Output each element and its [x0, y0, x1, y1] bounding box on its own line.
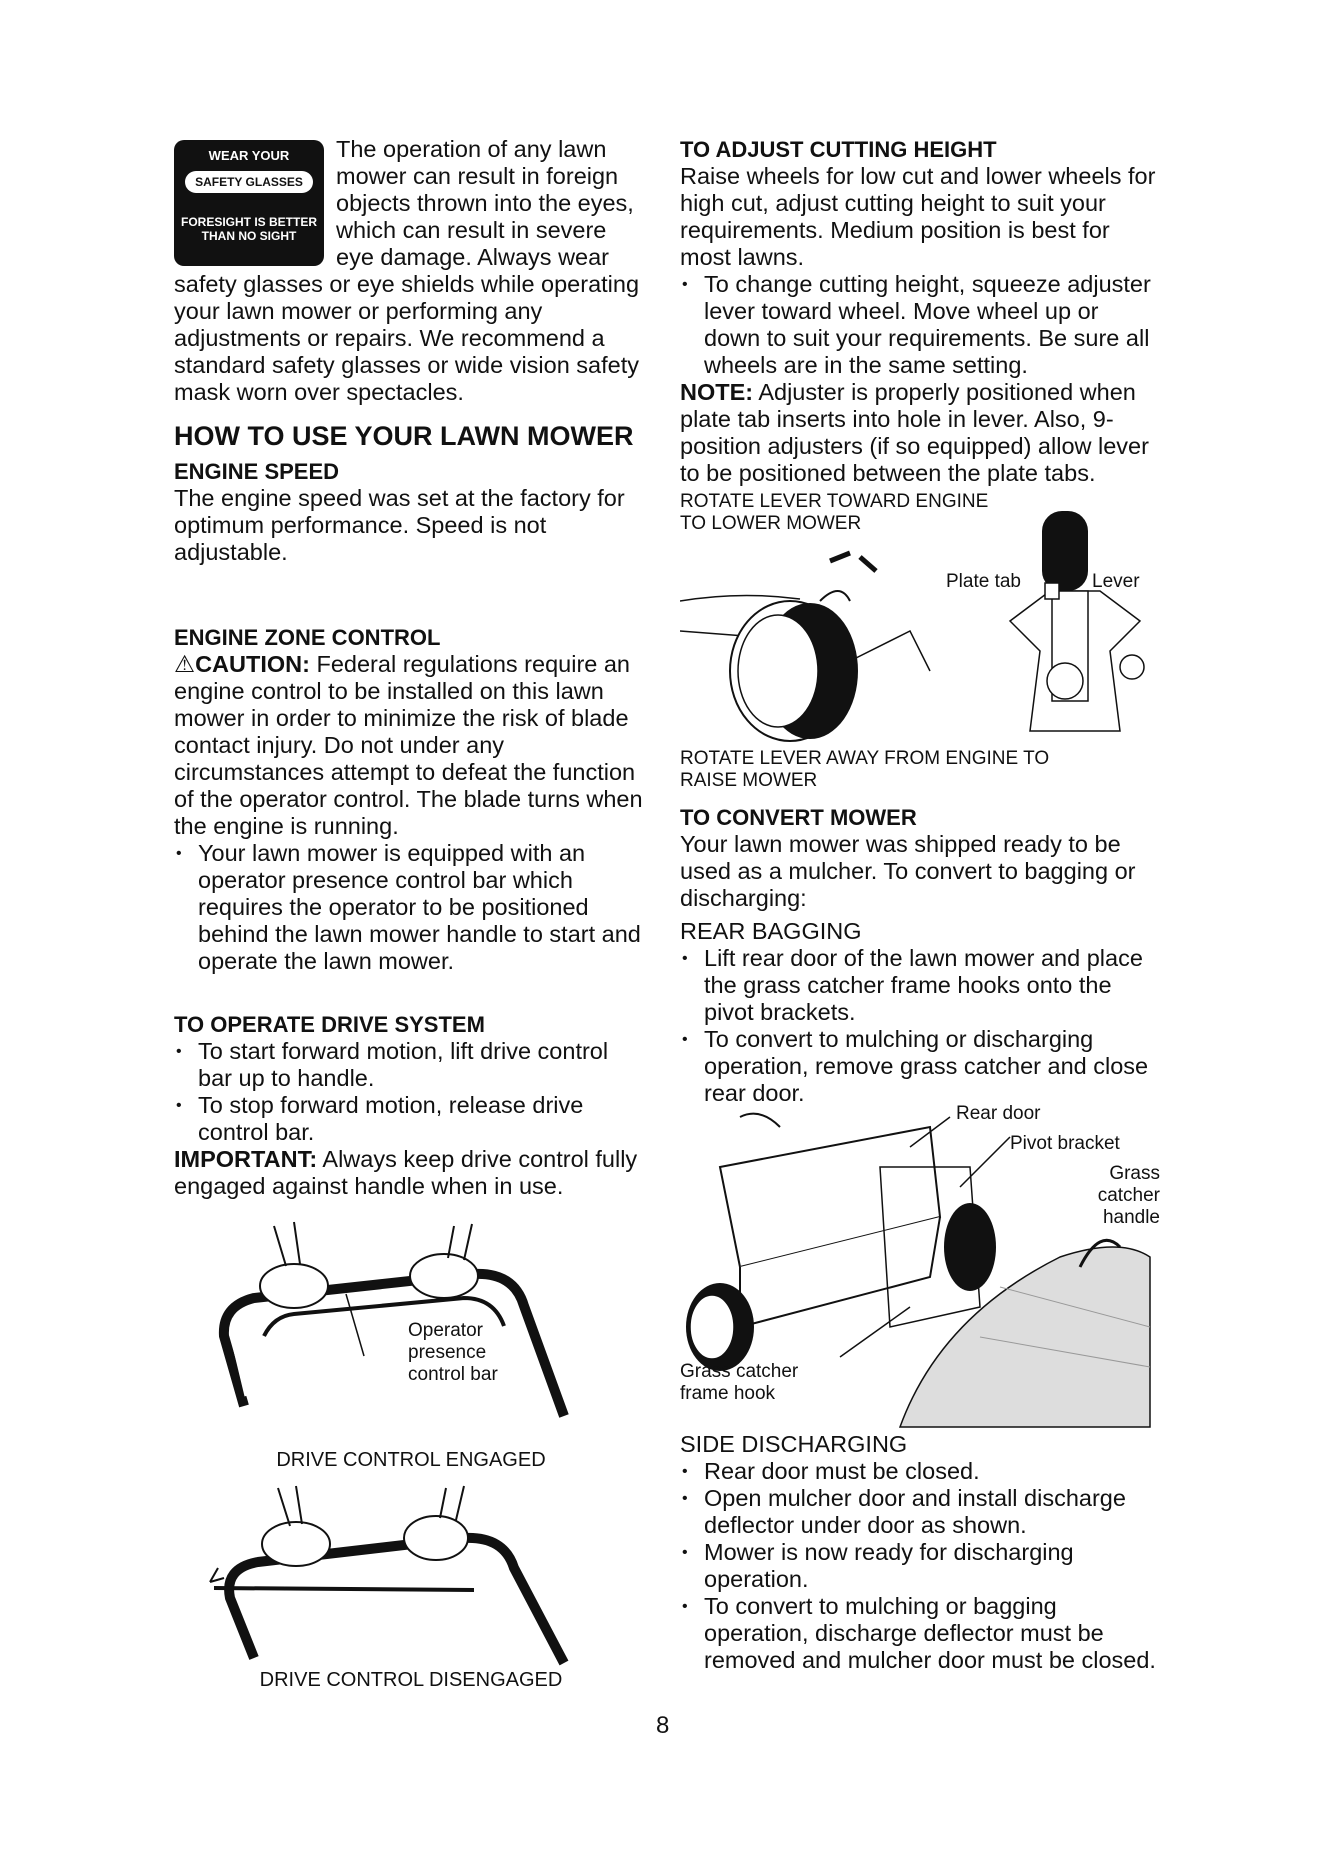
- plate-tab-label: Plate tab: [946, 571, 1021, 592]
- cutting-height-list: [680, 271, 1160, 379]
- safety-glasses-badge: [174, 140, 324, 266]
- convert-text: Your lawn mower was shipped ready to be used as a mulcher. To convert to bagging or discharging:: [680, 831, 1136, 911]
- badge-line-1: WEAR YOUR: [208, 148, 290, 163]
- height-adjuster-figure: [680, 491, 1160, 746]
- lever-label: Lever: [1092, 571, 1140, 592]
- list-item: • Rear door must be closed.: [680, 1458, 1160, 1485]
- important-paragraph: [174, 1146, 648, 1200]
- pivot-bracket-label: Pivot bracket: [1010, 1133, 1120, 1154]
- engine-speed-text: The engine speed was set at the factory for optimum performance. Speed is not adjustable.: [174, 485, 625, 565]
- right-column: [680, 136, 1160, 1674]
- list-item: • To stop forward motion, release drive control bar.: [174, 1092, 648, 1146]
- badge-line-2: SAFETY GLASSES: [185, 171, 313, 193]
- note-label: NOTE:: [680, 379, 754, 405]
- note-paragraph: [680, 379, 1160, 487]
- drive-system-list: [174, 1038, 648, 1146]
- caution-text: Federal regulations require an engine control to be installed on this lawn mower in order to minimize the risk of blade contact injury. Do not under any circumstances attempt to defeat the function of the operator control. The blade turns when the engine is running.: [174, 651, 643, 839]
- list-item: • To change cutting height, squeeze adjuster lever toward wheel. Move wheel up or down to suit your requirements. Be sure all wheels are in the same setting.: [680, 271, 1160, 379]
- operator-control-label: Operator presence control bar: [408, 1320, 498, 1385]
- engine-zone-heading: ENGINE ZONE CONTROL: [174, 625, 441, 650]
- drive-disengaged-caption: DRIVE CONTROL DISENGAGED: [259, 1669, 563, 1691]
- drive-system-heading: TO OPERATE DRIVE SYSTEM: [174, 1012, 485, 1037]
- handle-disengaged-illustration: [174, 1478, 648, 1668]
- grass-catcher-handle-label: Grass catcher handle: [1097, 1163, 1160, 1228]
- rear-bagging-list: [680, 945, 1160, 1107]
- list-item: • To convert to mulching or discharging operation, remove grass catcher and close rear door.: [680, 1026, 1160, 1107]
- engine-zone-list: [174, 840, 648, 975]
- rear-bagging-heading: REAR BAGGING: [680, 918, 862, 944]
- side-discharging-heading: SIDE DISCHARGING: [680, 1431, 908, 1457]
- badge-line-3: FORESIGHT IS BETTER THAN NO SIGHT: [180, 215, 317, 243]
- note-text: Adjuster is properly positioned when plate tab inserts into hole in lever. Also, 9-position adjusters (if so equipped) allow lever to be positioned between the plate tabs.: [680, 379, 1149, 486]
- how-to-use-heading: HOW TO USE YOUR LAWN MOWER: [174, 421, 634, 451]
- list-item: • Lift rear door of the lawn mower and place the grass catcher frame hooks onto the pivot brackets.: [680, 945, 1160, 1026]
- warning-icon: ⚠: [174, 651, 196, 677]
- rotate-toward-label: ROTATE LEVER TOWARD ENGINE TO LOWER MOWER: [680, 491, 989, 534]
- caution-label: CAUTION:: [195, 651, 310, 677]
- side-discharging-list: [680, 1458, 1160, 1674]
- rear-door-label: Rear door: [956, 1103, 1041, 1124]
- cutting-height-text: Raise wheels for low cut and lower wheels for high cut, adjust cutting height to suit your requirements. Medium position is best for most lawns.: [680, 163, 1156, 270]
- list-item: • To convert to mulching or bagging operation, discharge deflector must be removed and mulcher door must be closed.: [680, 1593, 1160, 1674]
- page-number: 8: [656, 1712, 670, 1739]
- important-text: Always keep drive control fully engaged against handle when in use.: [174, 1146, 638, 1199]
- rotate-away-label: ROTATE LEVER AWAY FROM ENGINE TO RAISE MOWER: [680, 748, 1050, 791]
- cutting-height-heading: TO ADJUST CUTTING HEIGHT: [680, 137, 997, 162]
- convert-heading: TO CONVERT MOWER: [680, 805, 917, 830]
- list-item: • Your lawn mower is equipped with an operator presence control bar which requires the operator to be positioned behind the lawn mower handle to start and operate the lawn mower.: [174, 840, 648, 975]
- important-label: IMPORTANT:: [174, 1146, 318, 1172]
- left-column: [174, 136, 648, 1692]
- list-item: • Open mulcher door and install discharge deflector under door as shown.: [680, 1485, 1160, 1539]
- caution-paragraph: [174, 651, 648, 840]
- frame-hook-label: Grass catcher frame hook: [680, 1361, 799, 1404]
- intro-text: The operation of any lawn mower can result in foreign objects thrown into the eyes, which can result in severe eye damage. Always wear safety glasses or eye shields while operating your lawn mower or performing any adjustments or repairs. We recommend a standard safety glasses or wide vision safety mask worn over spectacles.: [174, 136, 640, 405]
- drive-engaged-caption: DRIVE CONTROL ENGAGED: [276, 1449, 546, 1471]
- rear-bagging-figure: [680, 1103, 1160, 1429]
- list-item: • Mower is now ready for discharging operation.: [680, 1539, 1160, 1593]
- drive-disengaged-figure: [174, 1478, 648, 1668]
- engine-speed-heading: ENGINE SPEED: [174, 459, 340, 484]
- drive-engaged-figure: [174, 1206, 648, 1448]
- list-item: • To start forward motion, lift drive control bar up to handle.: [174, 1038, 648, 1092]
